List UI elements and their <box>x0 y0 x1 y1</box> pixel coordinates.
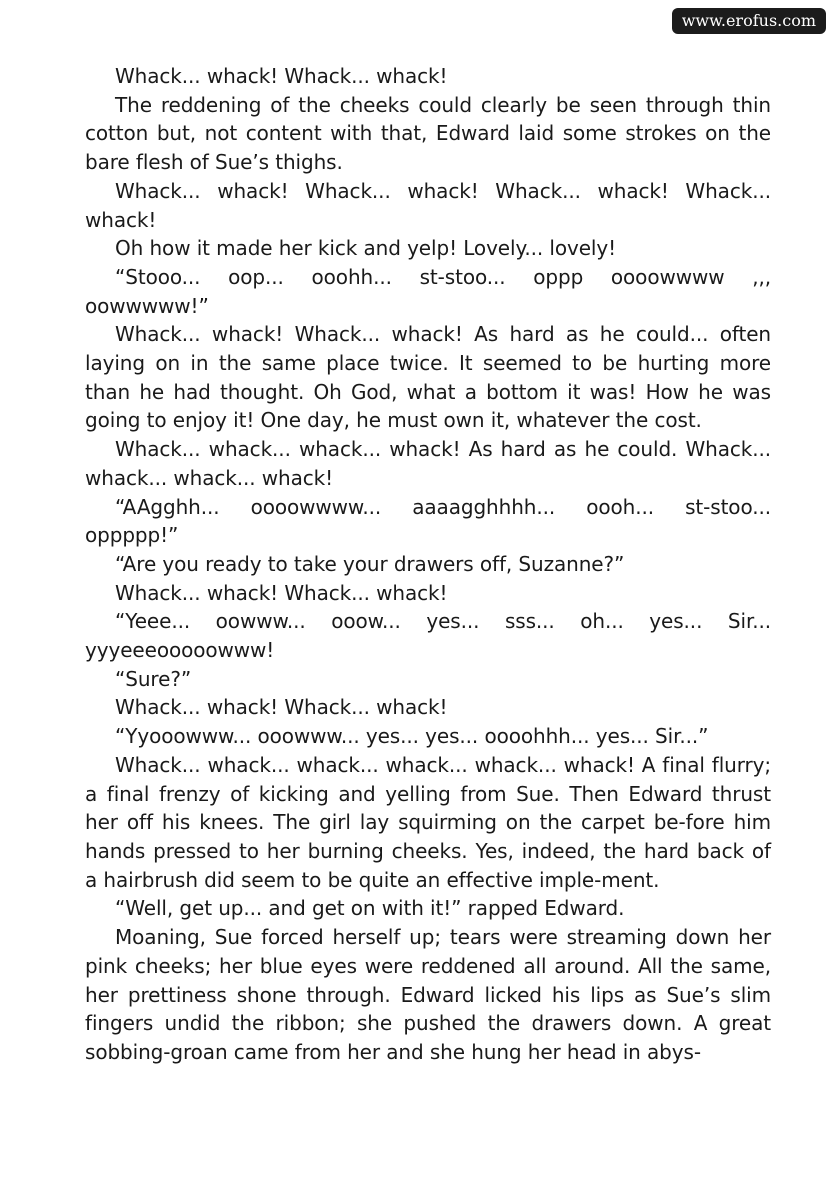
paragraph: Oh how it made her kick and yelp! Lovely... lovely! <box>115 236 617 261</box>
paragraph: Whack... whack! Whack... whack! <box>115 695 448 720</box>
paragraph: Whack... whack! Whack... whack! <box>115 64 448 88</box>
paragraph: Whack... whack... whack... whack! As hard as he could. Whack... whack... whack... whack! <box>85 437 771 490</box>
paragraph: The reddening of the cheeks could clearly be seen through thin cotton but, not content with that, Edward laid some strokes on the bare flesh of Sue’s thighs. <box>85 92 771 175</box>
paragraph: “AAgghh... oooowwww... aaaagghhhh... oooh... st-stoo... oppppp!” <box>85 494 771 548</box>
paragraph: “Yyooowww... ooowww... yes... yes... oooohhh... yes... Sir...” <box>115 724 709 749</box>
paragraph: “Stooo... oop... ooohh... st-stoo... oppp oooowwww ,,, oowwwww!” <box>85 264 771 318</box>
paragraph: “Well, get up... and get on with it!” rapped Edward. <box>115 896 625 921</box>
paragraph: “Are you ready to take your drawers off, Suzanne?” <box>115 551 625 576</box>
book-page-text <box>85 62 771 1067</box>
paragraph: Whack... whack! Whack... whack! <box>115 580 448 605</box>
paragraph: Whack... whack! Whack... whack! As hard as he could... often laying on in the same place twice. It seemed to be hurting more than he had thought. Oh God, what a bottom it was! How he was going to enjoy it! One day, he must own it, whatever the cost. <box>85 322 771 433</box>
paragraph: “Yeee... oowww... ooow... yes... sss... oh... yes... Sir... yyyeeeooooowww! <box>85 609 771 663</box>
paragraph: Moaning, Sue forced herself up; tears were streaming down her pink cheeks; her blue eyes were reddened all around. All the same, her prettiness shone through. Edward licked his lips as Sue’s slim fingers undid the ribbon; she pushed the drawers down. A great sobbing-groan came from her and she hung her head in abys- <box>85 925 771 1064</box>
paragraph: Whack... whack... whack... whack... whack... whack! A final flurry; a final frenzy of kicking and yelling from Sue. Then Edward thrust her off his knees. The girl lay squirming on the carpet be-fore him hands pressed to her burning cheeks. Yes, indeed, the hard back of a hairbrush did seem to be quite an effective imple-ment. <box>85 752 771 892</box>
paragraph: Whack... whack! Whack... whack! Whack... whack! Whack... whack! <box>85 178 771 232</box>
watermark-badge: www.erofus.com <box>672 8 826 34</box>
paragraph: “Sure?” <box>115 666 192 691</box>
